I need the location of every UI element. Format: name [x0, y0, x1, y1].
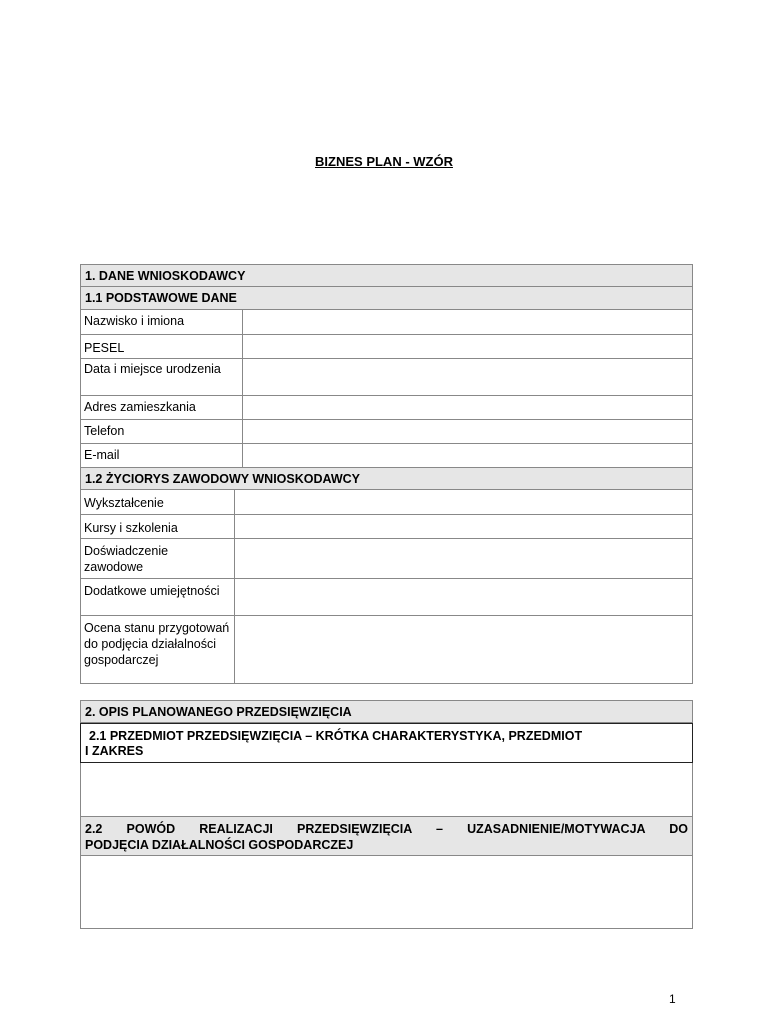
field-label: Ocena stanu przygotowań do podjęcia działalności gospodarczej: [81, 616, 235, 683]
section1-2-heading: 1.2 ŻYCIORYS ZAWODOWY WNIOSKODAWCY: [80, 468, 693, 490]
form-row-skills: [80, 579, 693, 616]
address-input-cell[interactable]: [243, 396, 692, 419]
section2-heading: 2. OPIS PLANOWANEGO PRZEDSIĘWZIĘCIA: [80, 700, 693, 723]
form-row-birth: [80, 359, 693, 396]
skills-input-cell[interactable]: [235, 579, 692, 615]
form-row-preparation: [80, 616, 693, 684]
form-row-courses: [80, 515, 693, 539]
field-label: Doświadczenie zawodowe: [81, 539, 235, 578]
section2-1-heading: [80, 723, 693, 763]
preparation-input-cell[interactable]: [235, 616, 692, 683]
form-row-education: [80, 490, 693, 515]
form-row-address: [80, 396, 693, 420]
section1-heading: 1. DANE WNIOSKODAWCY: [80, 264, 693, 287]
section2-2-heading: [80, 817, 693, 856]
field-label: Adres zamieszkania: [81, 396, 243, 419]
field-label: Wykształcenie: [81, 490, 235, 514]
applicant-data-table: [80, 264, 693, 684]
form-row-email: [80, 444, 693, 468]
experience-input-cell[interactable]: [235, 539, 692, 578]
section2-1-heading-line1: 2.1 PRZEDMIOT PRZEDSIĘWZIĘCIA – KRÓTKA CHARAKTERYSTYKA, PRZEDMIOT: [89, 729, 583, 743]
field-label: Dodatkowe umiejętności: [81, 579, 235, 615]
courses-input-cell[interactable]: [235, 515, 692, 538]
field-label: Telefon: [81, 420, 243, 443]
field-label: PESEL: [81, 335, 243, 358]
section2-2-heading-line1: 2.2 POWÓD REALIZACJI PRZEDSIĘWZIĘCIA – UZASADNIENIE/MOTYWACJA DO: [85, 822, 688, 836]
form-row-phone: [80, 420, 693, 444]
surname-input-cell[interactable]: [243, 310, 692, 334]
birth-input-cell[interactable]: [243, 359, 692, 395]
phone-input-cell[interactable]: [243, 420, 692, 443]
pesel-input-cell[interactable]: [243, 335, 692, 358]
form-row-experience: [80, 539, 693, 579]
email-input-cell[interactable]: [243, 444, 692, 467]
field-label: Kursy i szkolenia: [81, 515, 235, 538]
section2-1-answer-cell[interactable]: [80, 763, 693, 817]
form-row-surname: [80, 310, 693, 335]
section2-1-heading-line2: I ZAKRES: [85, 744, 144, 758]
field-label: E-mail: [81, 444, 243, 467]
form-row-pesel: [80, 335, 693, 359]
education-input-cell[interactable]: [235, 490, 692, 514]
field-label: Data i miejsce urodzenia: [81, 359, 243, 395]
section2-2-heading-line2: PODJĘCIA DZIAŁALNOŚCI GOSPODARCZEJ: [85, 838, 354, 852]
section2-2-answer-cell[interactable]: [80, 856, 693, 929]
page-number: 1: [669, 992, 676, 1006]
field-label: Nazwisko i imiona: [81, 310, 243, 334]
project-description-table: [80, 700, 693, 929]
section1-1-heading: 1.1 PODSTAWOWE DANE: [80, 287, 693, 310]
document-title: BIZNES PLAN - WZÓR: [315, 154, 453, 169]
